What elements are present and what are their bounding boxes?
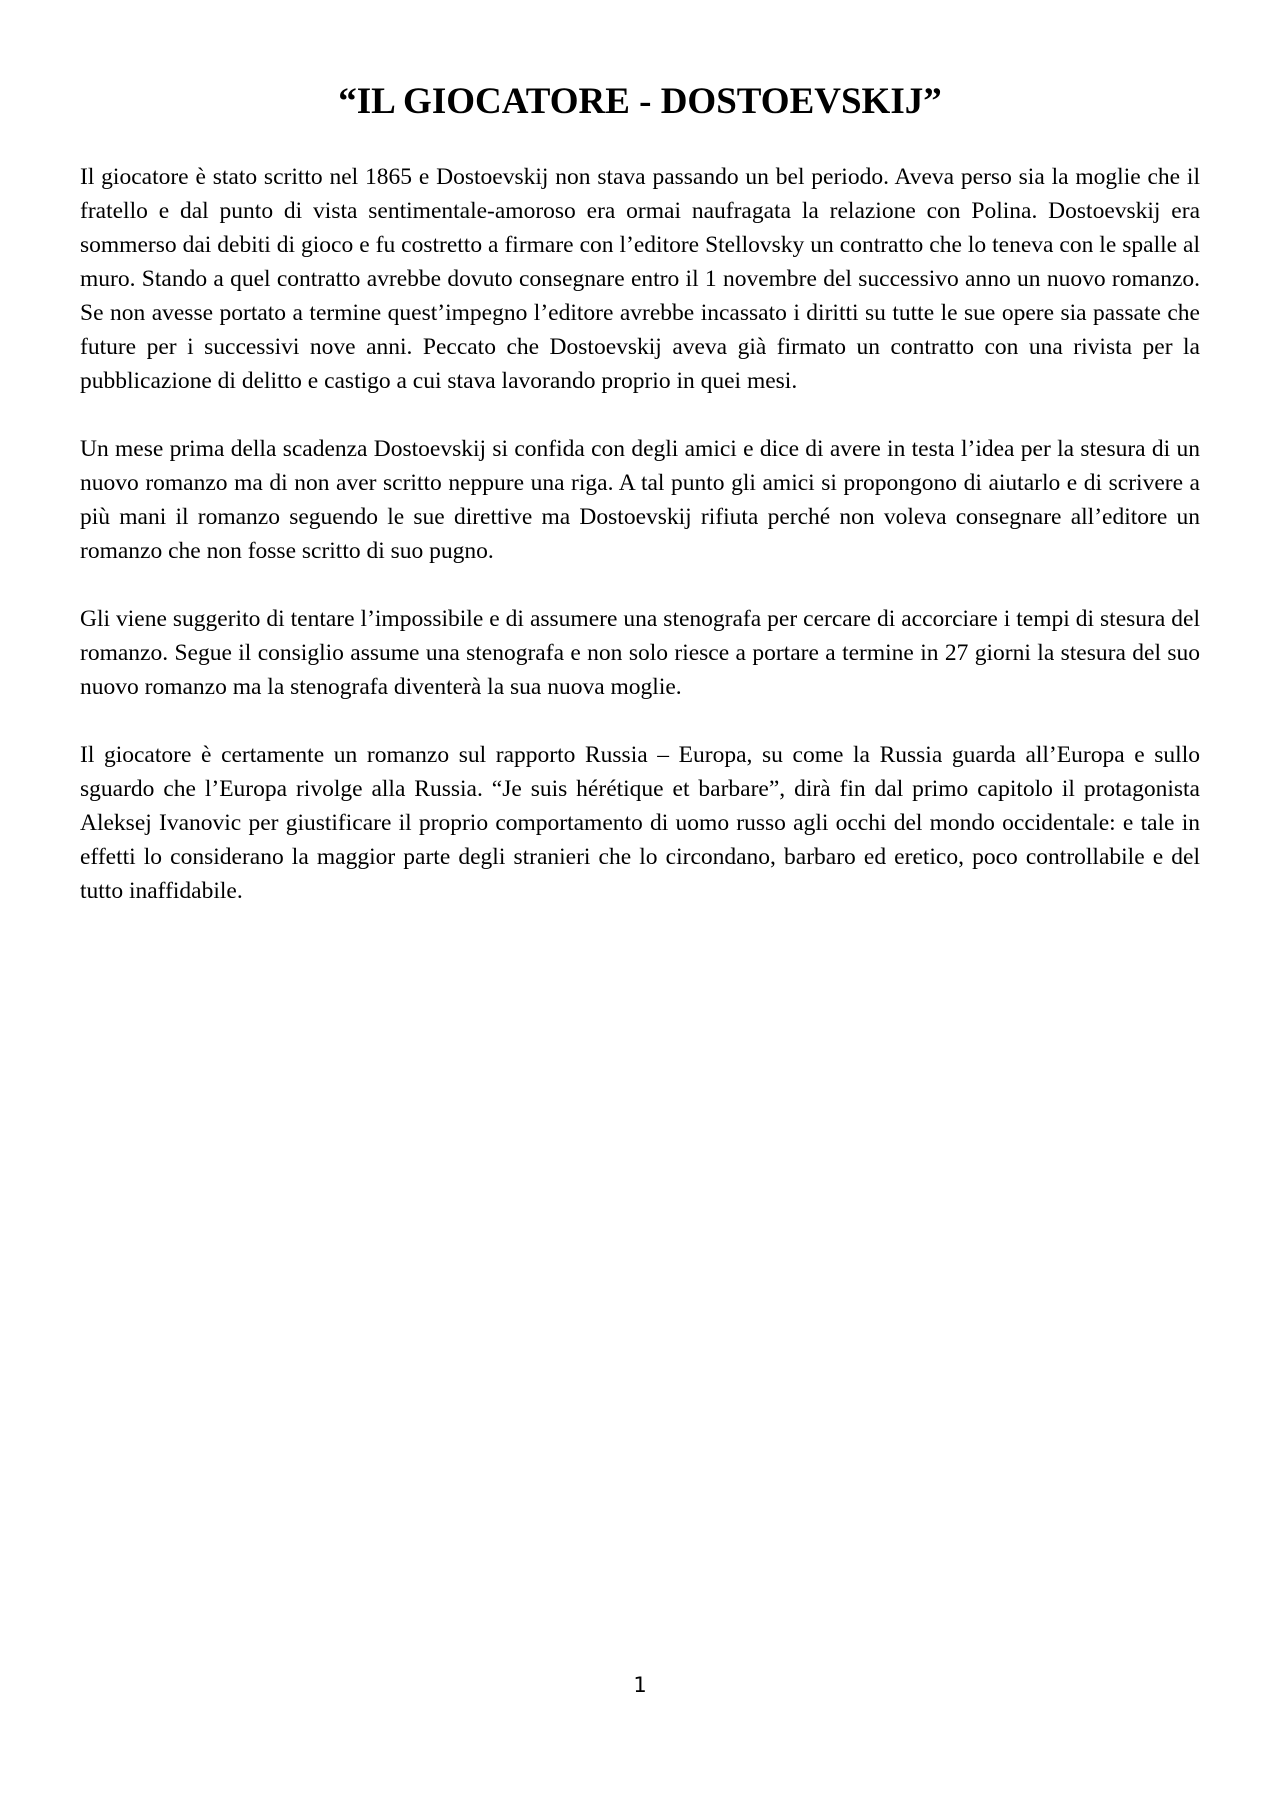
document-title: “IL GIOCATORE - DOSTOEVSKIJ”	[338, 81, 942, 122]
paragraph-3: Gli viene suggerito di tentare l’impossibile e di assumere una stenografa per cercare di accorciare i tempi di stesura del romanzo. Segue il consiglio assume una stenografa e non solo riesce a portare a termine in 27 giorni la stesura del suo nuovo romanzo ma la stenografa diventerà la sua nuova moglie.	[80, 606, 1200, 700]
page-number: 1	[633, 1673, 647, 1697]
paragraph-1: Il giocatore è stato scritto nel 1865 e Dostoevskij non stava passando un bel periodo. Aveva perso sia la moglie che il fratello e dal punto di vista sentimentale-amoroso era ormai naufragata la relazione con Polina. Dostoevskij era sommerso dai debiti di gioco e fu costretto a firmare con l’editore Stellovsky un contratto che lo teneva con le spalle al muro. Stando a quel contratto avrebbe dovuto consegnare entro il 1 novembre del successivo anno un nuovo romanzo. Se non avesse portato a termine quest’impegno l’editore avrebbe incassato i diritti su tutte le sue opere sia passate che future per i successivi nove anni. Peccato che Dostoevskij aveva già firmato un contratto con una rivista per la pubblicazione di delitto e castigo a cui stava lavorando proprio in quei mesi.	[80, 164, 1200, 394]
paragraph-4: Il giocatore è certamente un romanzo sul rapporto Russia – Europa, su come la Russia guarda all’Europa e sullo sguardo che l’Europa rivolge alla Russia. “Je suis hérétique et barbare”, dirà fin dal primo capitolo il protagonista Aleksej Ivanovic per giustificare il proprio comportamento di uomo russo agli occhi del mondo occidentale: e tale in effetti lo considerano la maggior parte degli stranieri che lo circondano, barbaro ed eretico, poco controllabile e del tutto inaffidabile.	[80, 742, 1200, 904]
paragraph-2: Un mese prima della scadenza Dostoevskij si confida con degli amici e dice di avere in testa l’idea per la stesura di un nuovo romanzo ma di non aver scritto neppure una riga. A tal punto gli amici si propongono di aiutarlo e di scrivere a più mani il romanzo seguendo le sue direttive ma Dostoevskij rifiuta perché non voleva consegnare all’editore un romanzo che non fosse scritto di suo pugno.	[80, 436, 1200, 564]
document-body	[80, 160, 1200, 942]
